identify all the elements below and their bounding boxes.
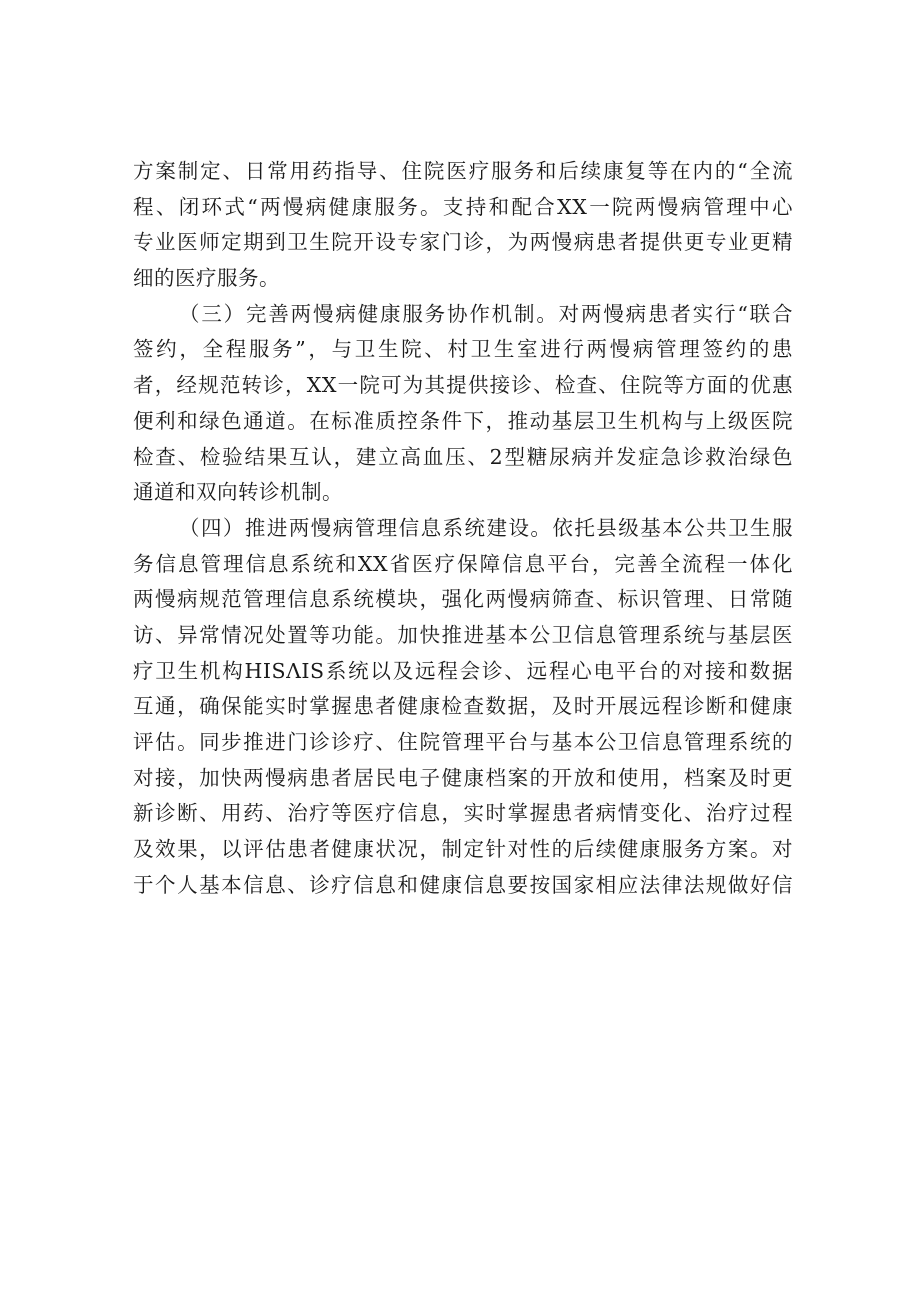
- text-line: 互通，确保能实时掌握患者健康检查数据，及时开展远程诊断和健康: [133, 694, 793, 719]
- text-line: 通道和双向转诊机制。: [133, 480, 343, 505]
- text-line: （四）推进两慢病管理信息系统建设。依托县级基本公共卫生服: [179, 515, 793, 540]
- text-line: 细的医疗服务。: [133, 266, 280, 291]
- text-line: 方案制定、日常用药指导、住院医疗服务和后续康复等在内的“全流: [133, 159, 793, 183]
- text-line: 便利和绿色通道。在标准质控条件下，推动基层卫生机构与上级医院: [133, 408, 793, 433]
- text-line: 两慢病规范管理信息系统模块，强化两慢病筛查、标识管理、日常随: [133, 587, 793, 612]
- text-line: 访、异常情况处置等功能。加快推进基本公卫信息管理系统与基层医: [133, 622, 793, 647]
- paragraph-1: [133, 154, 793, 297]
- paragraph-3: [133, 511, 793, 904]
- text-line: 新诊断、用药、治疗等医疗信息，实时掌握患者病情变化、治疗过程: [133, 801, 793, 826]
- text-line: （三）完善两慢病健康服务协作机制。对两慢病患者实行“联合: [179, 301, 793, 326]
- text-line: 签约，全程服务”，与卫生院、村卫生室进行两慢病管理签约的患: [133, 337, 793, 362]
- text-line: 程、闭环式“两慢病健康服务。支持和配合XX一院两慢病管理中心: [133, 194, 793, 219]
- document-body: [133, 154, 793, 903]
- text-line: 评估。同步推进门诊诊疗、住院管理平台与基本公卫信息管理系统的: [133, 730, 793, 754]
- text-line: 对接，加快两慢病患者居民电子健康档案的开放和使用，档案及时更: [133, 765, 793, 790]
- paragraph-2: [133, 297, 793, 511]
- text-line: 及效果，以评估患者健康状况，制定针对性的后续健康服务方案。对: [133, 837, 793, 862]
- text-line: 者，经规范转诊，XX一院可为其提供接诊、检查、住院等方面的优惠: [133, 373, 793, 398]
- text-line: 疗卫生机构HISΛIS系统以及远程会诊、远程心电平台的对接和数据: [133, 658, 793, 683]
- text-line: 专业医师定期到卫生院开设专家门诊，为两慢病患者提供更专业更精: [133, 230, 793, 255]
- text-line: 于个人基本信息、诊疗信息和健康信息要按国家相应法律法规做好信: [133, 872, 793, 897]
- text-line: 务信息管理信息系统和XX省医疗保障信息平台，完善全流程一体化: [133, 551, 793, 576]
- text-line: 检查、检验结果互认，建立高血压、2型糖尿病并发症急诊救治绿色: [133, 444, 793, 469]
